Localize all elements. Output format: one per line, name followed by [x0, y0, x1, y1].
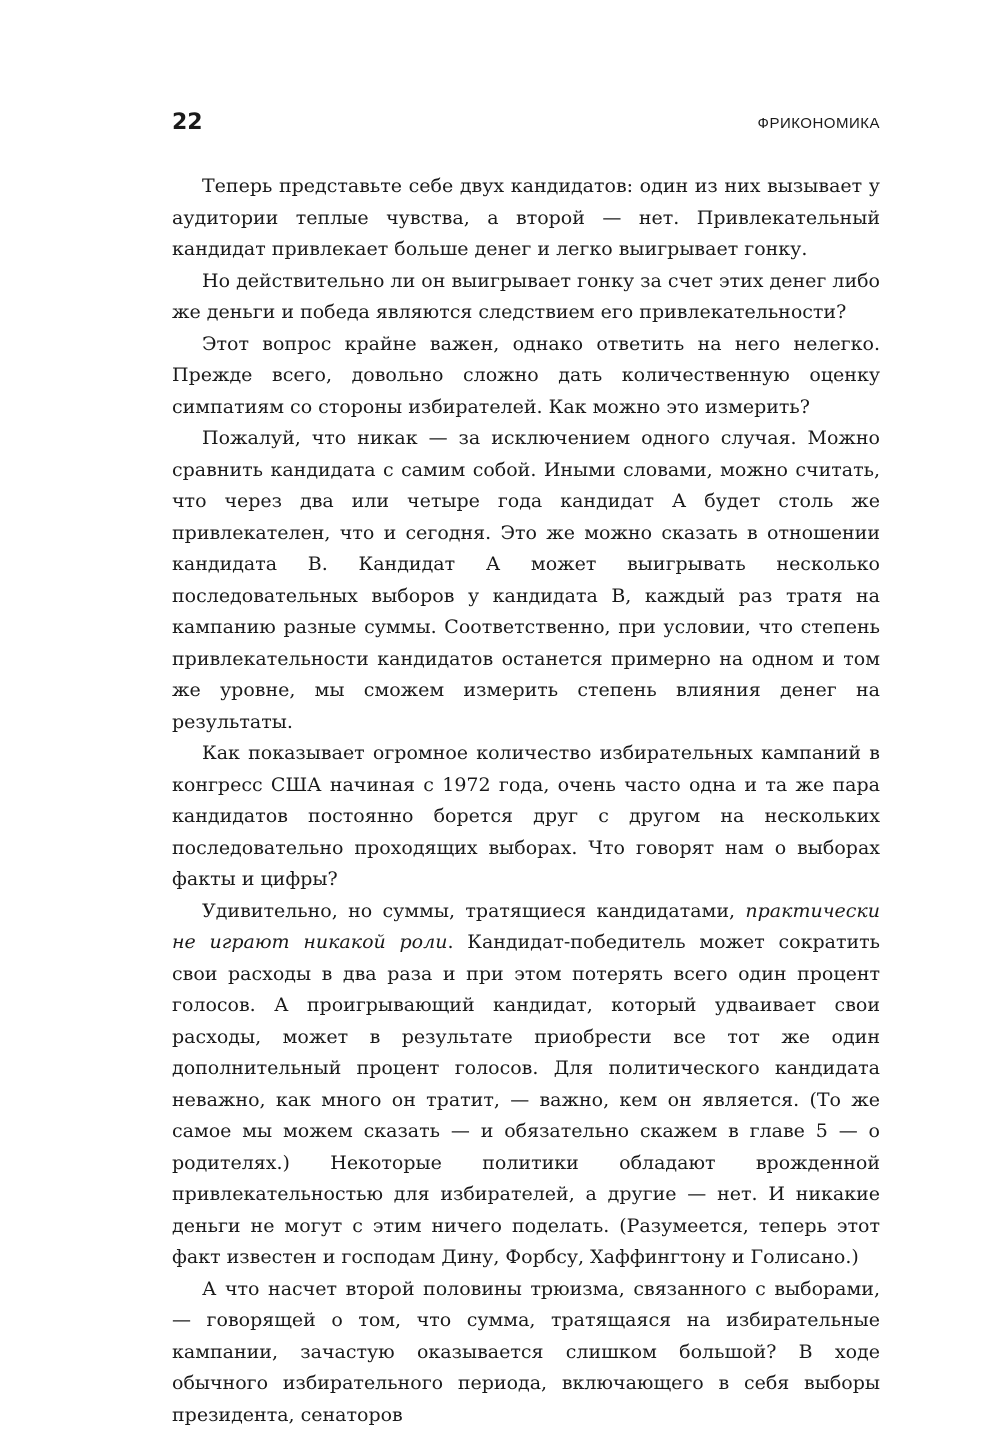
- paragraph-6-lead: Удивительно, но суммы, тратящиеся кандидатами,: [202, 899, 746, 922]
- paragraph-6-emphasis: практически не играют никакой роли: [172, 899, 880, 953]
- book-title: ФРИКОНОМИКА: [757, 115, 880, 132]
- paragraph-2: Но действительно ли он выигрывает гонку за счет этих денег либо же деньги и победа являются следствием его привлекательности?: [172, 269, 880, 323]
- paragraph-6-rest: . Кандидат-победитель может сократить свои расходы в два раза и при этом потерять всего один процент голосов. А проигрывающий кандидат, который удваивает свои расходы, может в результате приобрести все тот же один дополнительный процент голосов. Для политического кандидата неважно, как много он тратит, — важно, кем он является. (То же самое мы можем сказать — и обязательно скажем в главе 5 — о родителях.) Некоторые политики обладают врожденной привлекательностью для избирателей, а другие — нет. И никакие деньги не могут с этим ничего поделать. (Разумеется, теперь этот факт известен и господам Дину, Форбсу, Хаффингтону и Голисано.): [172, 931, 880, 1268]
- page-number: 22: [172, 110, 203, 135]
- paragraph-7: А что насчет второй половины трюизма, связанного с выборами, — говорящей о том, что сумма, тратящаяся на избирательные кампании, зачастую оказывается слишком большой? В ходе обычного избирательного периода, включающего в себя выборы президента, сенаторов: [172, 1277, 880, 1426]
- paragraph-6: [172, 896, 880, 1274]
- paragraph-1: Теперь представьте себе двух кандидатов: один из них вызывает у аудитории теплые чувства, а второй — нет. Привлекательный кандидат привлекает больше денег и легко выигрывает гонку.: [172, 175, 880, 260]
- running-header: [172, 108, 880, 140]
- paragraph-4: Пожалуй, что никак — за исключением одного случая. Можно сравнить кандидата с самим собой. Иными словами, можно считать, что через два или четыре года кандидат А будет столь же привлекателен, что и сегодня. Это же можно сказать в отношении кандидата В. Кандидат А может выигрывать несколько последовательных выборов у кандидата В, каждый раз тратя на кампанию разные суммы. Соответственно, при условии, что степень привлекательности кандидатов останется примерно на одном и том же уровне, мы сможем измерить степень влияния денег на результаты.: [172, 427, 880, 733]
- paragraph-3: Этот вопрос крайне важен, однако ответить на него нелегко. Прежде всего, довольно сложно дать количественную оценку симпатиям со стороны избирателей. Как можно это измерить?: [172, 332, 880, 418]
- paragraph-5: Как показывает огромное количество избирательных кампаний в конгресс США начиная с 1972 года, очень часто одна и та же пара кандидатов постоянно борется друг с другом на нескольких последовательно проходящих выборах. Что говорят нам о выборах факты и цифры?: [172, 742, 880, 890]
- body-text: [172, 171, 880, 1431]
